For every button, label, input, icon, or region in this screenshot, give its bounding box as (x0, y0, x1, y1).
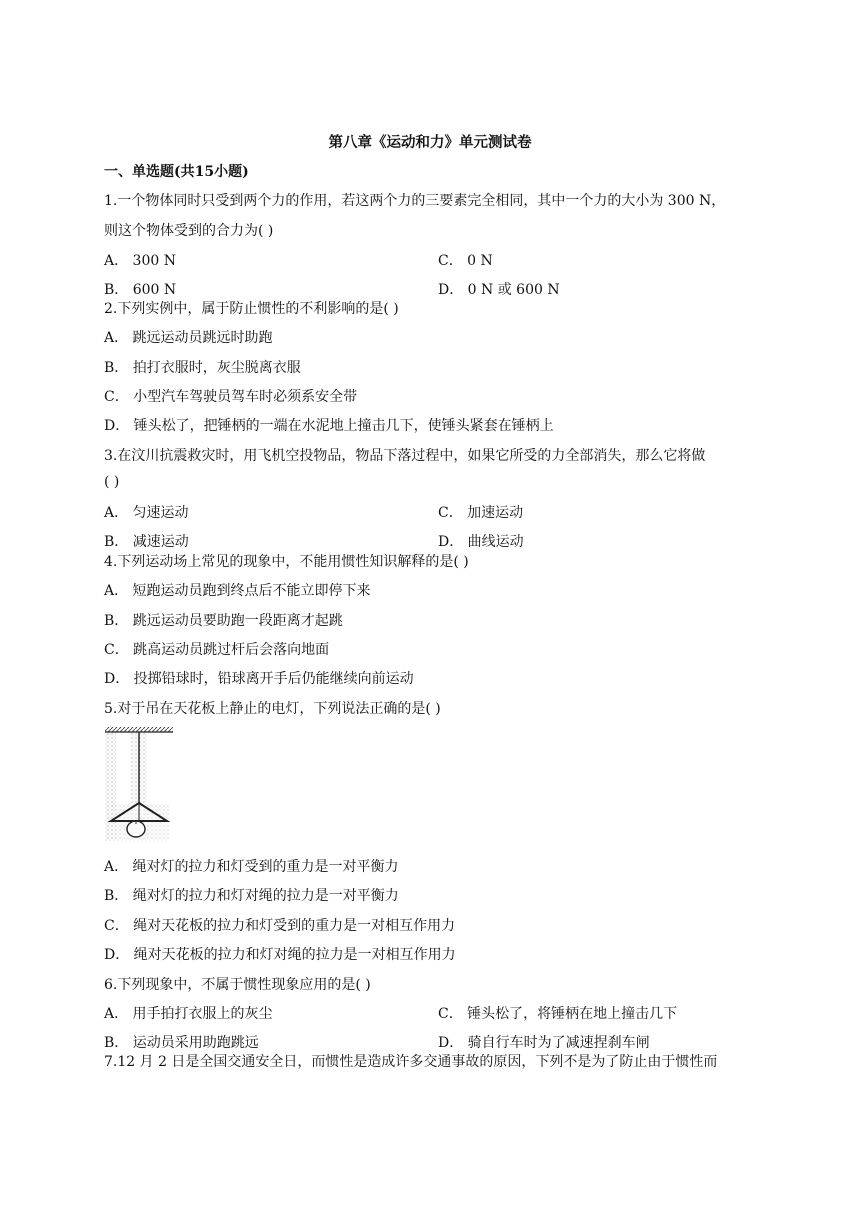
q4-option-b: B． 跳远运动员要助跑一段距离才起跳 (104, 613, 343, 629)
q3-stem-line2: ( ) (104, 474, 120, 490)
q6-option-d: D． 骑自行车时为了减速捏刹车闸 (438, 1035, 650, 1051)
q3-option-b: B． 减速运动 (104, 534, 189, 550)
q1-stem-line1: 1.一个物体同时只受到两个力的作用，若这两个力的三要素完全相同，其中一个力的大小为 300 N， (104, 193, 726, 209)
q6-option-a: A． 用手拍打衣服上的灰尘 (104, 1006, 273, 1022)
q3-option-a: A． 匀速运动 (104, 505, 189, 521)
q3-stem-line1: 3.在汶川抗震救灾时，用飞机空投物品，物品下落过程中，如果它所受的力全部消失，那么它将做 (104, 448, 706, 464)
q1-option-a: A． 300 N (104, 253, 176, 269)
q2-option-b: B． 拍打衣服时，灰尘脱离衣服 (104, 360, 301, 376)
q5-option-c: C． 绳对天花板的拉力和灯受到的重力是一对相互作用力 (104, 918, 456, 934)
hanging-lamp-figure (103, 725, 175, 843)
q1-option-b: B． 600 N (104, 282, 177, 298)
q6-option-b: B． 运动员采用助跑跳远 (104, 1035, 259, 1051)
q6-stem: 6.下列现象中，不属于惯性现象应用的是( ) (104, 977, 371, 993)
q4-option-a: A． 短跑运动员跑到终点后不能立即停下来 (104, 583, 371, 599)
q3-option-d: D． 曲线运动 (438, 534, 524, 550)
q4-stem: 4.下列运动场上常见的现象中，不能用惯性知识解释的是( ) (104, 554, 469, 570)
q1-option-d: D． 0 N 或 600 N (438, 282, 560, 298)
q5-stem: 5.对于吊在天花板上静止的电灯，下列说法正确的是( ) (104, 701, 441, 717)
q1-stem-line2: 则这个物体受到的合力为( ) (104, 223, 274, 239)
q5-option-a: A． 绳对灯的拉力和灯受到的重力是一对平衡力 (104, 859, 399, 875)
q1-option-c: C． 0 N (438, 253, 493, 269)
section-heading: 一、单选题(共15小题) (104, 164, 249, 180)
q2-option-c: C． 小型汽车驾驶员驾车时必须系安全带 (104, 389, 358, 405)
q4-option-d: D． 投掷铅球时，铅球离开手后仍能继续向前运动 (104, 671, 414, 687)
q4-option-c: C． 跳高运动员跳过杆后会落向地面 (104, 642, 330, 658)
q6-option-c: C． 锤头松了，将锤柄在地上撞击几下 (438, 1006, 678, 1022)
page-title: 第八章《运动和力》单元测试卷 (328, 134, 532, 151)
q2-option-a: A． 跳远运动员跳远时助跑 (104, 330, 273, 346)
q7-stem-line1: 7.12 月 2 日是全国交通安全日，而惯性是造成许多交通事故的原因，下列不是为了防止由于惯性而 (104, 1054, 718, 1070)
q3-option-c: C． 加速运动 (438, 505, 524, 521)
q5-option-d: D． 绳对天花板的拉力和灯对绳的拉力是一对相互作用力 (104, 947, 456, 963)
q2-stem: 2.下列实例中，属于防止惯性的不利影响的是( ) (104, 301, 399, 317)
q5-option-b: B． 绳对灯的拉力和灯对绳的拉力是一对平衡力 (104, 888, 399, 904)
q2-option-d: D． 锤头松了，把锤柄的一端在水泥地上撞击几下，使锤头紧套在锤柄上 (104, 418, 554, 434)
